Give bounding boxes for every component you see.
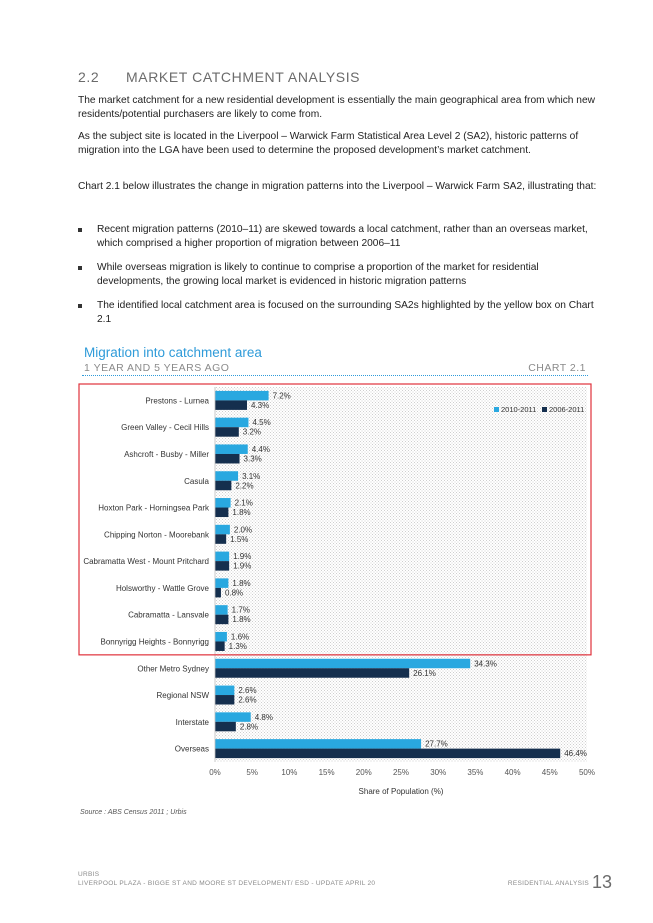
legend-label-2010-2011: 2010-2011: [501, 405, 537, 414]
data-label-2006-2011: 46.4%: [564, 749, 587, 759]
bar-2006-2011: [215, 668, 409, 678]
list-item-text: Recent migration patterns (2010–11) are skewed towards a local catchment, rather than an overseas market, which comprised a higher proportion of migration between 2006–11: [97, 224, 588, 249]
bar-2010-2011: [215, 659, 470, 669]
legend-swatch-2010-2011: [494, 407, 499, 412]
data-label-2010-2011: 34.3%: [474, 659, 497, 669]
x-tick-label: 25%: [392, 768, 410, 777]
paragraph: As the subject site is located in the Liverpool – Warwick Farm Statistical Area Level 2 (SA2), historic patterns of migration into the LGA have been used to determine the proposed development’s market catchment.: [78, 131, 579, 156]
data-label-2006-2011: 0.8%: [224, 588, 244, 598]
data-label-2006-2011: 3.3%: [243, 454, 262, 464]
data-label-2006-2011: 26.1%: [413, 668, 436, 678]
data-label-2010-2011: 2.0%: [233, 525, 253, 535]
x-tick-label: 10%: [281, 768, 298, 777]
bar-2010-2011: [215, 471, 238, 481]
bar-2006-2011: [215, 400, 247, 410]
data-label-2006-2011: 2.2%: [235, 481, 254, 491]
category-label: Cabramatta West - Mount Pritchard: [83, 557, 209, 567]
footer-document: LIVERPOOL PLAZA - BIGGE ST AND MOORE ST DEVELOPMENT/ ESD - UPDATE APRIL 20: [78, 880, 376, 887]
bar-2006-2011: [215, 749, 560, 759]
category-label: Interstate: [175, 717, 209, 727]
legend-swatch-2006-2011: [542, 407, 547, 412]
x-tick-label: 5%: [246, 768, 258, 777]
bar-2006-2011: [215, 695, 234, 705]
bar-2010-2011: [215, 391, 269, 401]
source-note: Source : ABS Census 2011 ; Urbis: [80, 809, 187, 816]
bar-2010-2011: [215, 578, 228, 588]
category-label: Casula: [184, 476, 209, 486]
chart-number: CHART 2.1: [528, 362, 586, 374]
bar-2006-2011: [215, 534, 226, 544]
category-label: Hoxton Park - Horningsea Park: [98, 503, 209, 513]
bar-2010-2011: [215, 686, 234, 696]
bar-2006-2011: [215, 641, 225, 651]
x-tick-label: 20%: [355, 768, 372, 777]
data-label-2010-2011: 1.7%: [231, 605, 250, 615]
bar-2010-2011: [215, 444, 248, 454]
data-label-2010-2011: 27.7%: [425, 739, 448, 749]
x-tick-label: 40%: [504, 768, 521, 777]
category-label: Other Metro Sydney: [137, 664, 209, 674]
data-label-2010-2011: 7.2%: [272, 391, 291, 401]
footer-org: URBIS: [78, 871, 100, 878]
bar-2006-2011: [215, 427, 239, 437]
category-label: Ashcroft - Busby - Miller: [124, 449, 209, 459]
x-tick-label: 30%: [430, 768, 447, 777]
category-label: Bonnyrigg Heights - Bonnyrigg: [100, 637, 209, 647]
bar-2010-2011: [215, 712, 251, 722]
bar-2010-2011: [215, 605, 228, 615]
category-label: Holsworthy - Wattle Grove: [115, 583, 209, 593]
category-label: Chipping Norton - Moorebank: [104, 530, 209, 540]
bar-2010-2011: [215, 739, 421, 749]
x-tick-label: 35%: [467, 768, 484, 777]
data-label-2006-2011: 2.8%: [239, 722, 259, 732]
bar-2006-2011: [215, 588, 221, 598]
bar-2006-2011: [215, 561, 229, 571]
bar-2010-2011: [215, 552, 229, 562]
category-label: Overseas: [174, 744, 209, 754]
data-label-2010-2011: 3.1%: [242, 471, 261, 481]
data-label-2010-2011: 4.8%: [254, 712, 273, 722]
x-tick-label: 50%: [578, 768, 596, 777]
footer-section: RESIDENTIAL ANALYSIS: [507, 880, 589, 887]
bar-2006-2011: [215, 615, 228, 625]
category-label: Cabramatta - Lansvale: [128, 610, 209, 620]
bar-2006-2011: [215, 481, 231, 491]
data-label-2006-2011: 1.8%: [232, 508, 251, 518]
data-label-2010-2011: 2.6%: [238, 686, 257, 696]
category-label: Prestons - Lurnea: [145, 396, 209, 406]
data-label-2010-2011: 4.4%: [251, 444, 270, 454]
x-tick-label: 0%: [209, 768, 221, 777]
plot-area: [215, 387, 587, 762]
list-item-text: While overseas migration is likely to continue to comprise a proportion of the market for residential developments, the growing local market is evidenced in historic migration patterns: [97, 262, 539, 287]
data-label-2006-2011: 2.6%: [238, 695, 257, 705]
data-label-2006-2011: 1.3%: [228, 641, 247, 651]
data-label-2010-2011: 1.9%: [233, 552, 252, 562]
category-label: Regional NSW: [156, 691, 209, 701]
list-item-text: The identified local catchment area is focused on the surrounding SA2s highlighted by the yellow box on Chart 2.1: [97, 300, 594, 325]
bar-2010-2011: [215, 418, 248, 428]
legend-label-2006-2011: 2006-2011: [549, 405, 585, 414]
data-label-2010-2011: 4.5%: [252, 418, 271, 428]
x-tick-label: 45%: [541, 768, 558, 777]
x-axis-title: Share of Population (%): [358, 787, 444, 796]
bar-2010-2011: [215, 632, 227, 642]
data-label-2006-2011: 1.9%: [233, 561, 252, 571]
bar-2010-2011: [215, 498, 231, 508]
bar-2006-2011: [215, 454, 240, 464]
category-label: Green Valley - Cecil Hills: [121, 423, 209, 433]
paragraph: The market catchment for a new residential development is essentially the main geographical area from which new residents/potential purchasers are likely to come from.: [78, 95, 595, 120]
data-label-2010-2011: 1.8%: [232, 578, 251, 588]
chart-title: Migration into catchment area: [84, 345, 262, 360]
x-tick-label: 15%: [318, 768, 335, 777]
data-label-2006-2011: 1.8%: [232, 615, 251, 625]
chart-subtitle: 1 YEAR AND 5 YEARS AGO: [84, 362, 230, 374]
page-number: 13: [591, 872, 612, 892]
bar-2006-2011: [215, 508, 228, 518]
section-number: 2.2: [78, 69, 100, 85]
data-label-2006-2011: 3.2%: [242, 427, 262, 437]
section-title: MARKET CATCHMENT ANALYSIS: [126, 69, 361, 85]
footer-left: [78, 870, 375, 888]
bar-2010-2011: [215, 525, 230, 535]
data-label-2010-2011: 1.6%: [230, 632, 250, 642]
paragraph: Chart 2.1 below illustrates the change in migration patterns into the Liverpool – Warwick Farm SA2, illustrating that:: [78, 181, 597, 192]
data-label-2006-2011: 4.3%: [250, 400, 270, 410]
data-label-2010-2011: 2.1%: [234, 498, 253, 508]
bar-2006-2011: [215, 722, 236, 732]
data-label-2006-2011: 1.5%: [230, 534, 249, 544]
